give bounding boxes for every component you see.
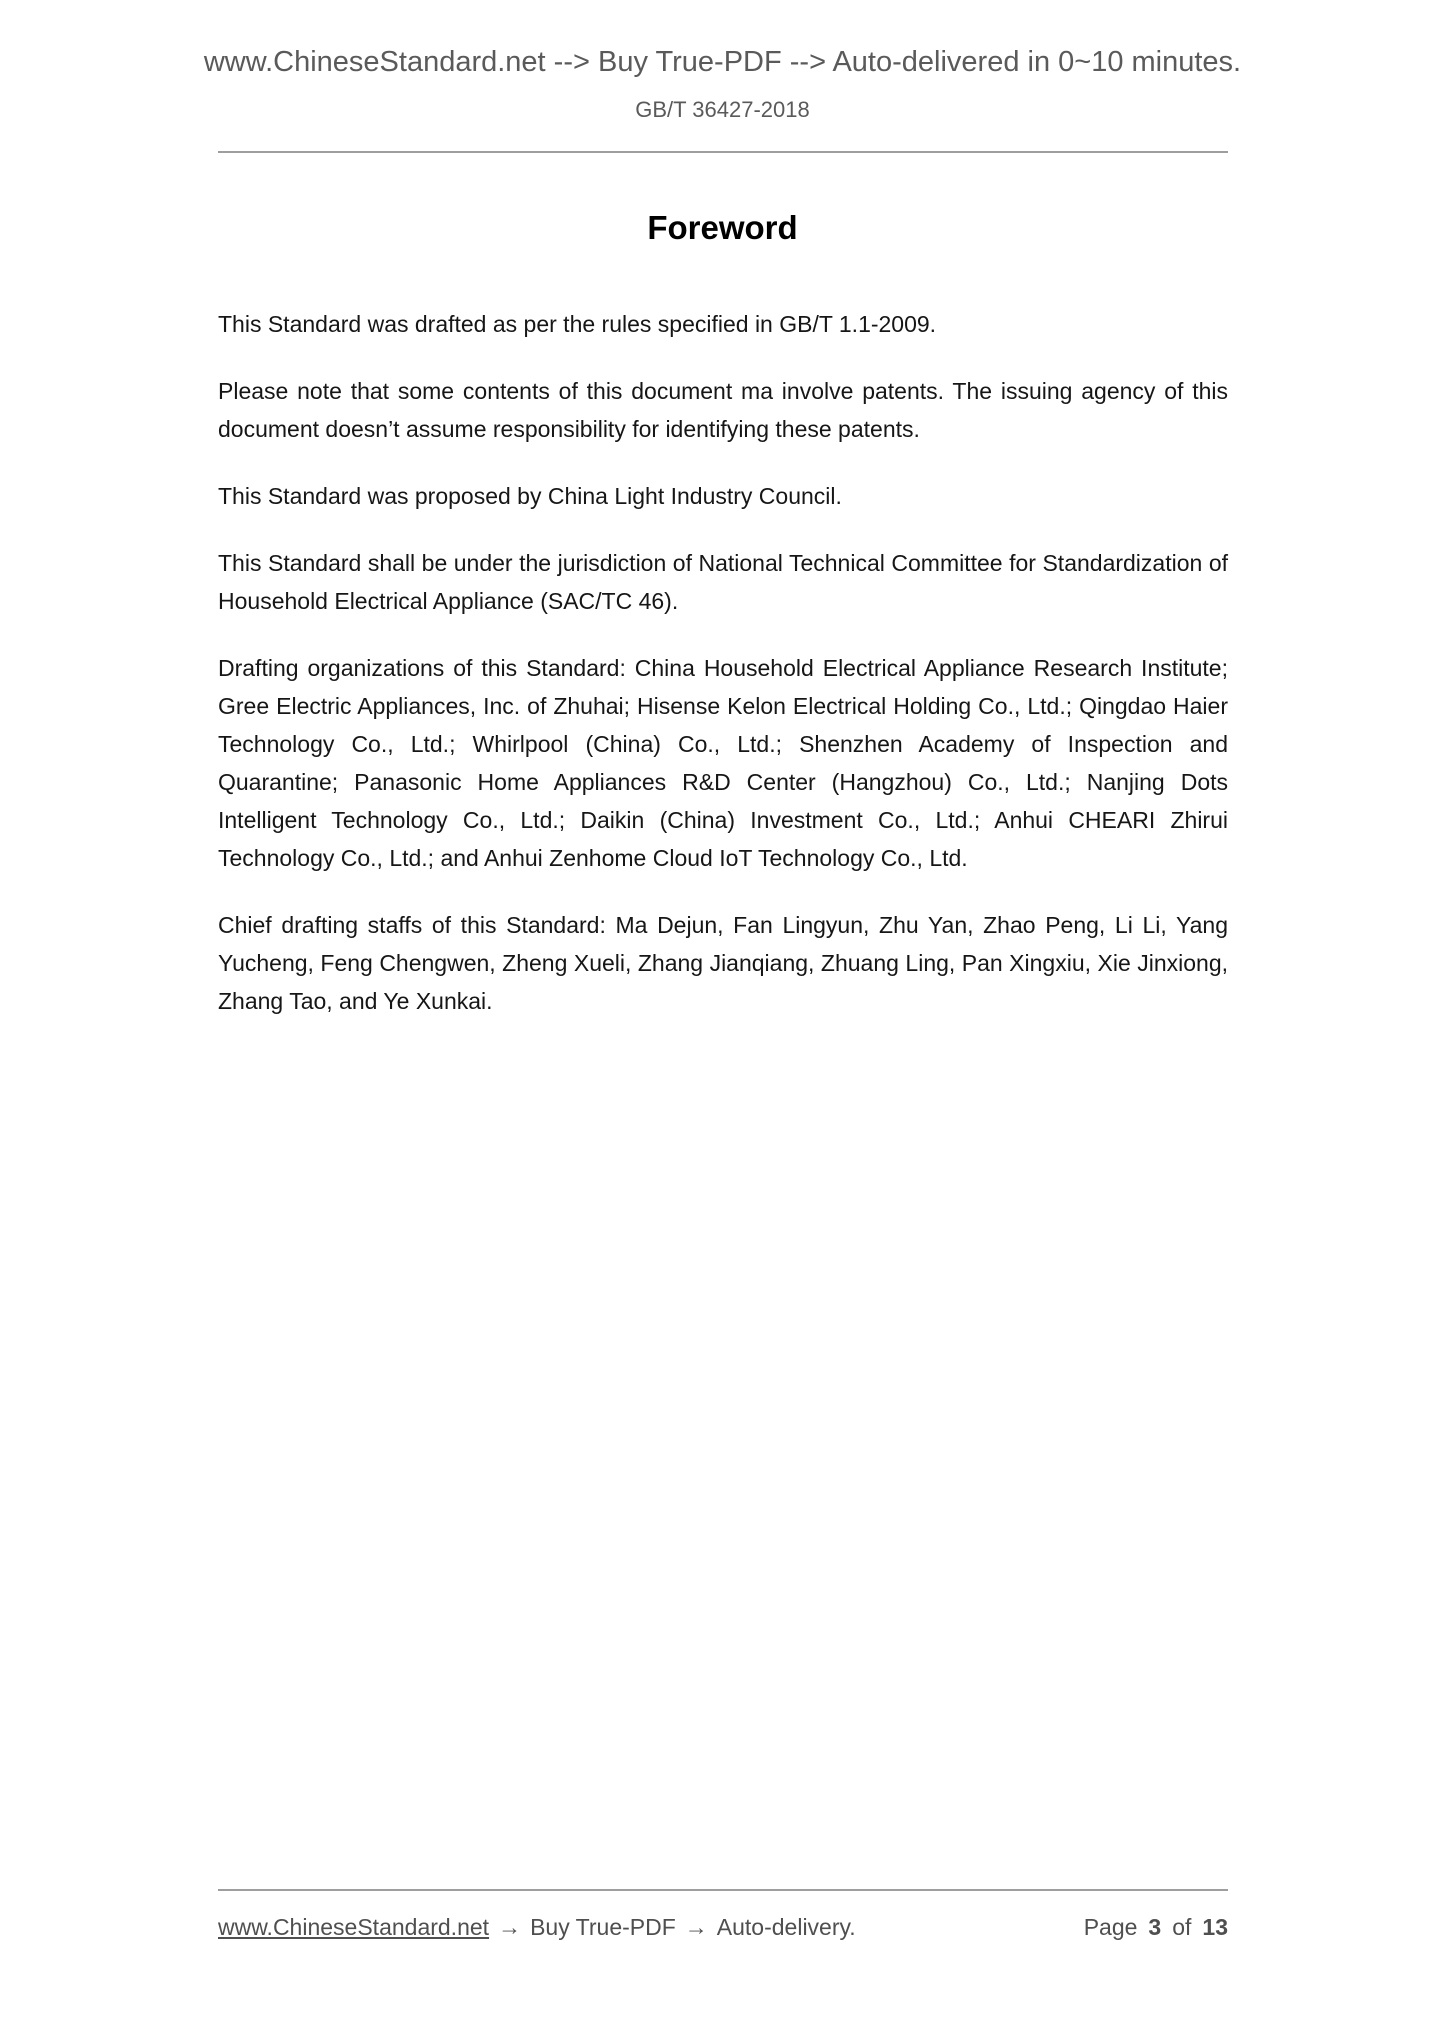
- page-indicator: [1084, 1908, 1228, 1946]
- header-tagline: www.ChineseStandard.net --> Buy True-PDF --> Auto-delivered in 0~10 minutes.: [203, 46, 1242, 78]
- arrow-right-icon: →: [684, 1914, 708, 1940]
- current-page-number: 3: [1148, 1914, 1162, 1940]
- paragraph-jurisdiction: This Standard shall be under the jurisdiction of National Technical Committee for Standardization of Household Electrical Appliance (SAC/TC 46).: [218, 550, 1228, 614]
- arrow-right-icon: →: [498, 1914, 522, 1940]
- page-word-label: Page: [1083, 1914, 1138, 1940]
- paragraph-patents-note: Please note that some contents of this document ma involve patents. The issuing agency of this document doesn’t assume responsibility for identifying these patents.: [218, 378, 1228, 442]
- header-doc-number: GB/T 36427-2018: [635, 97, 810, 122]
- page-footer: [218, 1908, 1228, 1946]
- page-title: Foreword: [647, 209, 798, 246]
- paragraph-proposed-by: This Standard was proposed by China Light Industry Council.: [218, 483, 842, 509]
- footer-divider: [218, 1889, 1228, 1891]
- of-word-label: of: [1172, 1914, 1192, 1940]
- document-body: [218, 305, 1228, 1049]
- footer-site-link[interactable]: www.ChineseStandard.net: [218, 1914, 490, 1940]
- header-divider: [218, 151, 1228, 153]
- paragraph-chief-drafting-staffs: Chief drafting staffs of this Standard: Ma Dejun, Fan Lingyun, Zhu Yan, Zhao Peng, Li Li, Yang Yucheng, Feng Chengwen, Zheng Xueli, Zhang Jianqiang, Zhuang Ling, Pan Xingxiu, Xie Jinxiong, Zhang Tao, and Ye Xunkai.: [218, 912, 1228, 1014]
- paragraph-drafted-rules: This Standard was drafted as per the rules specified in GB/T 1.1-2009.: [218, 311, 937, 337]
- footer-delivery-label: Auto-delivery.: [716, 1914, 856, 1940]
- paragraph-drafting-organizations: Drafting organizations of this Standard: China Household Electrical Appliance Research Institute; Gree Electric Appliances, Inc. of Zhuhai; Hisense Kelon Electrical Holding Co., Ltd.; Qingdao Haier Technology Co., Ltd.; Whirlpool (China) Co., Ltd.; Shenzhen Academy of Inspection and Quarantine; Panasonic Home Appliances R&D Center (Hangzhou) Co., Ltd.; Nanjing Dots Intelligent Technology Co., Ltd.; Daikin (China) Investment Co., Ltd.; Anhui CHEARI Zhirui Technology Co., Ltd.; and Anhui Zenhome Cloud IoT Technology Co., Ltd.: [218, 655, 1228, 871]
- footer-tagline: [218, 1908, 856, 1946]
- total-page-number: 13: [1202, 1914, 1228, 1940]
- footer-buy-label: Buy True-PDF: [530, 1914, 676, 1940]
